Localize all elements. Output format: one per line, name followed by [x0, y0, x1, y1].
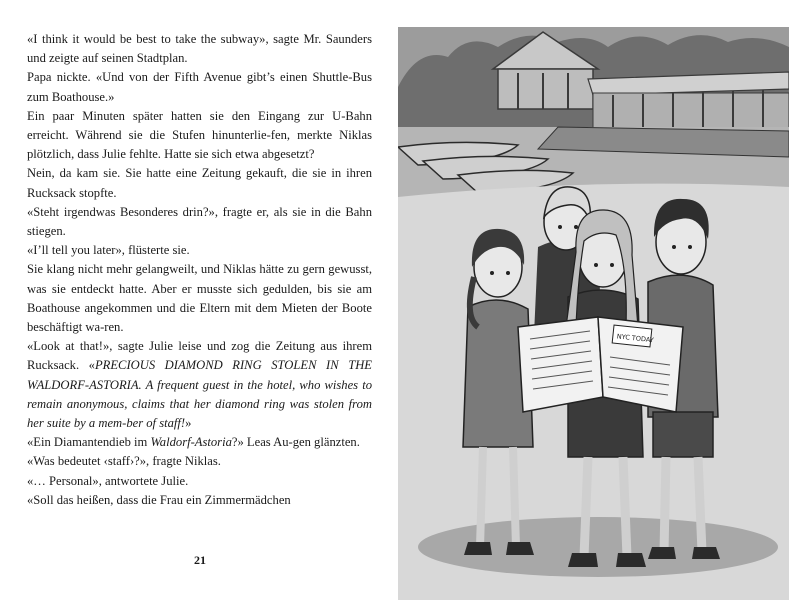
headline: PRECIOUS DIAMOND RING STOLEN IN THE WALDORF-ASTORIA. [27, 358, 372, 392]
paragraph-12: «Soll das heißen, dass die Frau ein Zimmermädchen [27, 492, 291, 507]
illustration-kids-reading-newspaper [398, 27, 789, 600]
paragraph-7: Sie klang nicht mehr gelangweilt, und Niklas hätte zu gern gewusst, was sie entdeckt hatte. Aber er musste sich gedulden, bis sie am Boathouse angekommen und die Eltern mit dem Mieten der Boote beschäftigt wa-ren. [27, 262, 372, 335]
illustration-svg [398, 27, 789, 600]
paragraph-2: Papa nickte. «Und von der Fifth Avenue gibt’s einen Shuttle-Bus zum Boathouse.» [27, 70, 372, 104]
paragraph-8 [27, 337, 372, 433]
paragraph-4: Nein, da kam sie. Sie hatte eine Zeitung gekauft, die sie in ihren Rucksack stopfte. [27, 166, 372, 200]
p9-start: «Ein Diamantendieb im [27, 435, 151, 450]
p8-start: «Look at that!», sagte Julie leise und zog die Zeitung aus ihrem Rucksack. « [27, 339, 372, 373]
article-excerpt: A frequent guest in the hotel, who wishes to remain anonymous, claims that her diamond ring was stolen from her suite by a mem-ber of staff! [27, 377, 372, 431]
page-number: 21 [194, 553, 206, 567]
paragraph-6: «I’ll tell you later», flüsterte sie. [27, 243, 190, 258]
paragraph-1: «I think it would be best to take the subway», sagte Mr. Saunders und zeigte auf seinen Stadtplan. [27, 32, 372, 66]
p8-end: » [185, 416, 192, 431]
newspaper-masthead: NYC TODAY [616, 332, 655, 345]
text-page [27, 30, 372, 510]
paragraph-10: «Was bedeutet ‹staff›?», fragte Niklas. [27, 454, 221, 469]
paragraph-9 [27, 433, 372, 452]
paragraph-11: «… Personal», antwortete Julie. [27, 473, 189, 488]
hotel-name: Waldorf-Astoria [150, 435, 232, 450]
p9-end: ?» Leas Au-gen glänzten. [231, 435, 360, 450]
newspaper [518, 317, 683, 412]
paragraph-5: «Steht irgendwas Besonderes drin?», fragte er, als sie in die Bahn stiegen. [27, 204, 372, 239]
paragraph-3: Ein paar Minuten später hatten sie den Eingang zur U-Bahn erreicht. Während sie die Stufen hinunterlie-fen, merkte Niklas plötzlich, dass Julie fehlte. Hatte sie sich etwa abgesetzt? [27, 108, 372, 162]
